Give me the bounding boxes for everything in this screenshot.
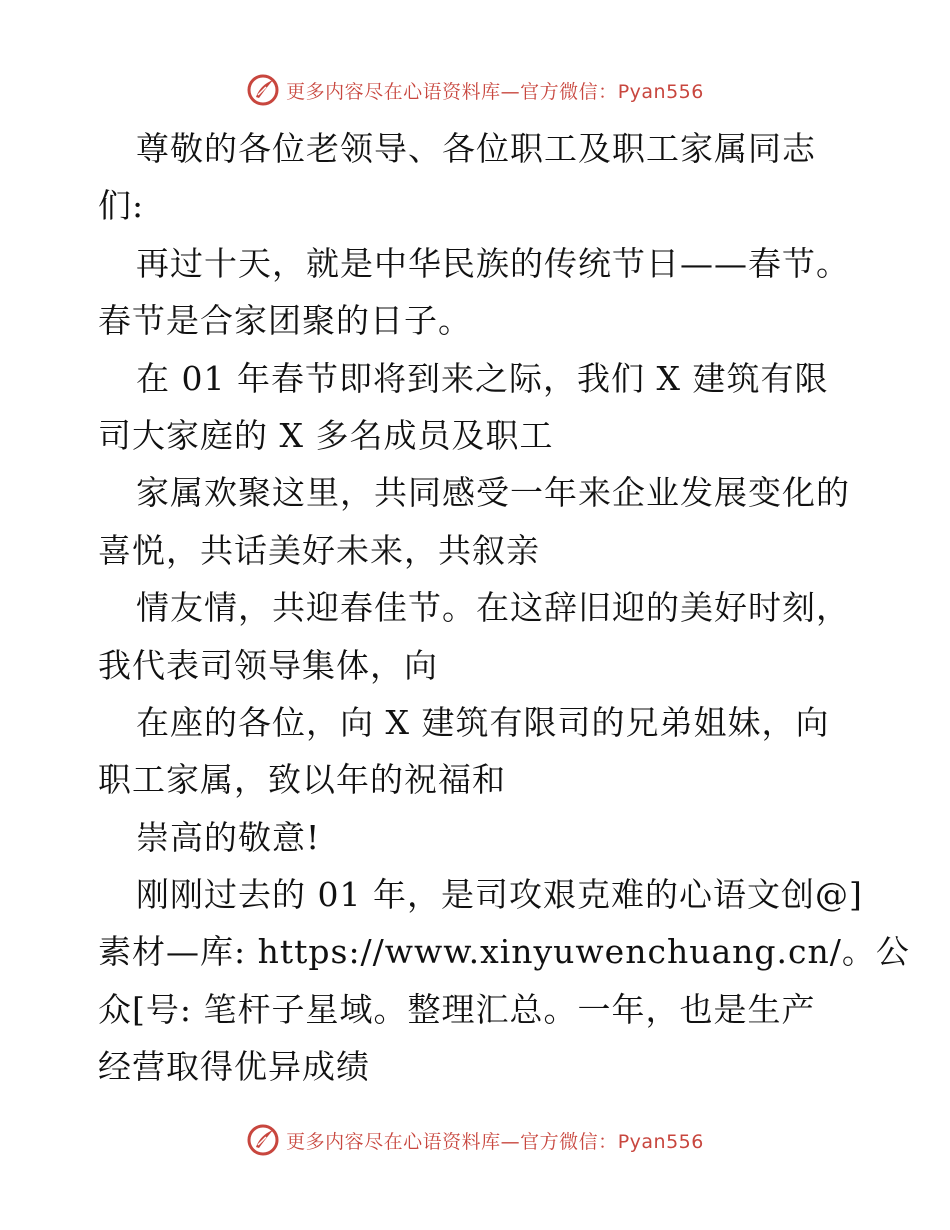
banner-separator: — bbox=[500, 80, 521, 103]
document-body bbox=[98, 120, 910, 1096]
banner-text bbox=[286, 77, 704, 104]
banner-wechat-id: Pyan556 bbox=[617, 80, 704, 103]
footer-banner bbox=[0, 1120, 950, 1160]
body-line: 经营取得优异成绩 bbox=[98, 1047, 370, 1087]
body-line: 家属欢聚这里，共同感受一年来企业发展变化的 bbox=[136, 473, 850, 513]
body-line: 我代表司领导集体，向 bbox=[98, 645, 438, 685]
body-line: 刚刚过去的 01 年，是司攻艰克难的心语文创@] bbox=[136, 875, 863, 915]
brand-logo-icon bbox=[246, 1123, 280, 1157]
body-line: 喜悦，共话美好未来，共叙亲 bbox=[98, 530, 540, 570]
banner-separator: — bbox=[500, 1130, 521, 1153]
body-line: 们: bbox=[98, 186, 145, 226]
body-line: 再过十天，就是中华民族的传统节日——春节。 bbox=[136, 243, 850, 283]
banner-wechat-id: Pyan556 bbox=[617, 1130, 704, 1153]
body-line: 素材—库: https://www.xinyuwenchuang.cn/。公 bbox=[98, 932, 910, 972]
banner-brand-text: 更多内容尽在心语资料库 bbox=[286, 80, 501, 103]
banner-brand-text: 更多内容尽在心语资料库 bbox=[286, 1130, 501, 1153]
body-line: 众[号: 笔杆子星域。整理汇总。一年，也是生产 bbox=[98, 989, 816, 1029]
body-line: 尊敬的各位老领导、各位职工及职工家属同志 bbox=[136, 129, 816, 168]
banner-wechat-label: 官方微信： bbox=[520, 1130, 618, 1153]
brand-logo-icon bbox=[246, 73, 280, 107]
body-line: 崇高的敬意! bbox=[136, 817, 321, 857]
body-line: 春节是合家团聚的日子。 bbox=[98, 301, 472, 341]
body-line: 情友情，共迎春佳节。在这辞旧迎的美好时刻， bbox=[136, 588, 850, 628]
banner-text bbox=[286, 1127, 704, 1154]
body-line: 职工家属，致以年的祝福和 bbox=[98, 760, 506, 800]
body-line: 司大家庭的 X 多名成员及职工 bbox=[98, 415, 554, 455]
header-banner bbox=[0, 70, 950, 110]
banner-wechat-label: 官方微信： bbox=[520, 80, 618, 103]
body-line: 在 01 年春节即将到来之际，我们 X 建筑有限 bbox=[136, 358, 829, 398]
body-line: 在座的各位，向 X 建筑有限司的兄弟姐妹，向 bbox=[136, 702, 830, 742]
